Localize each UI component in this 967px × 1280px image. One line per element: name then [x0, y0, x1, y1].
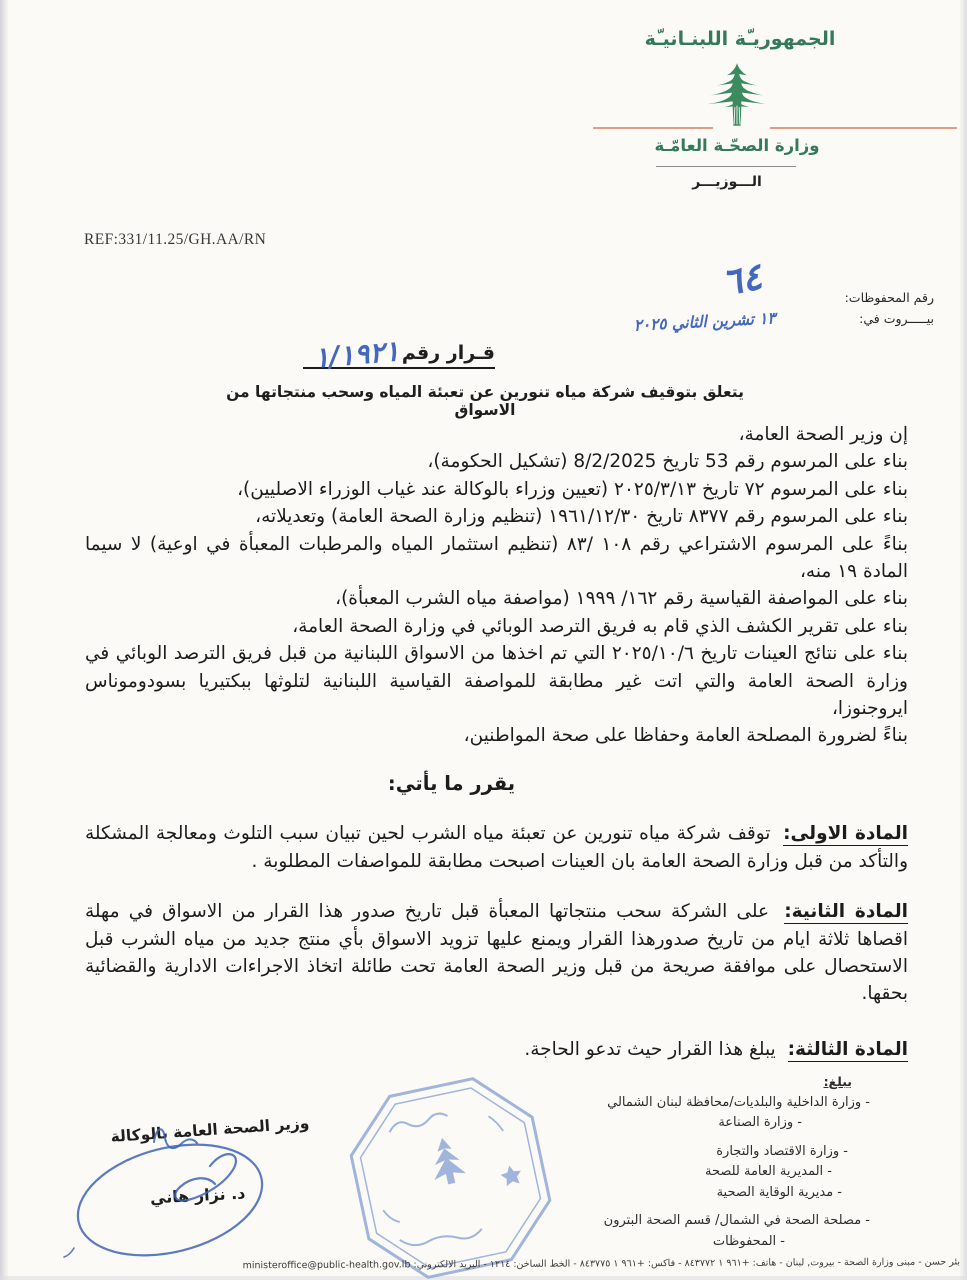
cedar-logo-icon	[701, 60, 773, 134]
recital: بناء على المرسوم رقم ٨٣٧٧ تاريخ ١٩٦١/١٢/٣٠ (تنظيم وزارة الصحة العامة) وتعديلاته،	[255, 506, 908, 528]
article-3-text: يبلغ هذا القرار حيث تدعو الحاجة.	[524, 1038, 776, 1060]
distribution-item: - وزارة الصناعة	[718, 1115, 802, 1130]
ministry-underline	[656, 166, 796, 167]
recital: بناءً على المرسوم الاشتراعي رقم ١٠٨ /٨٣ (تنظيم استثمار المياه والمرطبات المعبأة في اوعية) لا سيما المادة ١٩ منه،	[85, 533, 908, 583]
distribution-list	[530, 1074, 870, 1254]
signature-title: وزير الصحة العامة بالوكالة	[110, 1114, 310, 1146]
recital: بناء على المرسوم ٧٢ تاريخ ٢٠٢٥/٣/١٣ (تعيين وزراء بالوكالة عند غياب الوزراء الاصليين)،	[237, 478, 908, 500]
minister-title: الـــوزيـــر	[692, 174, 762, 190]
beirut-date-label: بيـــــروت في:	[859, 311, 934, 326]
distribution-item: - وزارة الداخلية والبلديات/محافظة لبنان الشمالي	[607, 1094, 870, 1110]
article-3-label: المادة الثالثة:	[787, 1038, 908, 1060]
handwritten-archive-number: ٦٤	[718, 254, 766, 305]
ref-number: REF:331/11.25/GH.AA/RN	[84, 231, 267, 248]
handwritten-date: ١٣ تشرين الثاني ٢٠٢٥	[633, 308, 776, 335]
ministry-stamp	[329, 1059, 571, 1280]
scan-edge-left	[0, 0, 8, 1280]
scan-edge-right	[960, 0, 967, 1280]
decision-label: قـرار رقم	[401, 342, 495, 364]
letterhead-rule-left	[593, 127, 713, 129]
article-3	[85, 1036, 908, 1063]
distribution-item: - المديرية العامة للصحة	[704, 1164, 832, 1179]
scan-edge-bottom	[0, 1276, 967, 1280]
decides-heading: يقرر ما يأتي:	[387, 771, 516, 795]
decree-intro: إن وزير الصحة العامة،	[738, 424, 908, 445]
recital: بناء على نتائج العينات تاريخ ٢٠٢٥/١٠/٦ التي تم اخذها من الاسواق اللبنانية من قبل فريق الترصد الوبائي في وزارة الصحة العامة والتي اتت غير مطابقة للمواصفة القياسية اللبنانية لتلوثها ببكتيريا بسودوموناس ايروجنوزا،	[85, 643, 908, 720]
signature-ink	[58, 1112, 298, 1272]
recital: بناء على المواصفة القياسية رقم ١٦٢/ ١٩٩٩ (مواصفة مياه الشرب المعبأة)،	[335, 588, 908, 610]
letterhead-rule-right	[770, 127, 957, 129]
article-1	[85, 820, 908, 875]
article-2-text: على الشركة سحب منتجاتها المعبأة قبل تاريخ صدور هذا القرار من الاسواق في مهلة اقصاها ثلاثة ايام من تاريخ صدورهذا القرار ويمنع عليها تزويد الاسواق بأي منتج جديد من مياه الشرب قبل الاستحصال على موافقة صريحة من قبل وزير الصحة العامة تحت طائلة اتخاذ الاجراءات الادارية والقضائية بحقها.	[85, 901, 908, 1005]
article-2	[85, 898, 908, 1008]
article-1-label: المادة الاولى:	[783, 823, 908, 845]
decree-body	[85, 421, 908, 1063]
recital: بناء على المرسوم رقم 53 تاريخ 8/2/2025 (تشكيل الحكومة)،	[427, 451, 908, 473]
recital: بناءً لضرورة المصلحة العامة وحفاظا على صحة المواطنين،	[463, 725, 908, 747]
article-2-label: المادة الثانية:	[784, 901, 908, 923]
decision-subject: يتعلق بتوقيف شركة مياه تنورين عن تعبئة المياه وسحب منتجاتها من الاسواق	[226, 383, 744, 419]
decision-number-heading	[303, 334, 495, 375]
footer-contact-line: بئر حسن - مبنى وزارة الصحة - بيروت, لبنان - هاتف: ‎+٩٦١ ١ ٨٤٣٧٧٢‎ - فاكس: ‎+٩٦١ ١ ٨٤٣٧٧٥‎ - الخط الساخن: ١٢١٤ - البريد الالكتروني: ministeroffice@public-health.gov.lb	[242, 1256, 961, 1272]
archive-block	[845, 287, 934, 329]
article-1-text: توقف شركة مياه تنورين عن تعبئة مياه الشرب لحين تبيان سبب التلوث ومعالجة المشكلة والتأكد من قبل وزارة الصحة العامة بان العينات اصبحت مطابقة للمواصفات المطلوبة .	[85, 823, 908, 872]
ministry-title: وزارة الصحّـة العامّـة	[654, 136, 820, 155]
distribution-item: - المحفوظات	[712, 1233, 785, 1249]
distribution-label: يبلغ:	[823, 1074, 852, 1089]
handwritten-decision-number: ١/١٩٢١	[313, 334, 402, 375]
republic-title: الجمهوريـّة اللبنـانيـّة	[644, 28, 836, 50]
recital: بناء على تقرير الكشف الذي قام به فريق الترصد الوبائي في وزارة الصحة العامة،	[292, 615, 908, 637]
distribution-item: - وزارة الاقتصاد والتجارة	[716, 1143, 848, 1159]
distribution-item: - مصلحة الصحة في الشمال/ قسم الصحة البترون	[603, 1213, 870, 1228]
distribution-item: - مديرية الوقاية الصحية	[716, 1184, 842, 1200]
signature-name: د. نزار هاني	[149, 1183, 246, 1208]
archive-number-label: رقم المحفوظات:	[844, 290, 934, 305]
